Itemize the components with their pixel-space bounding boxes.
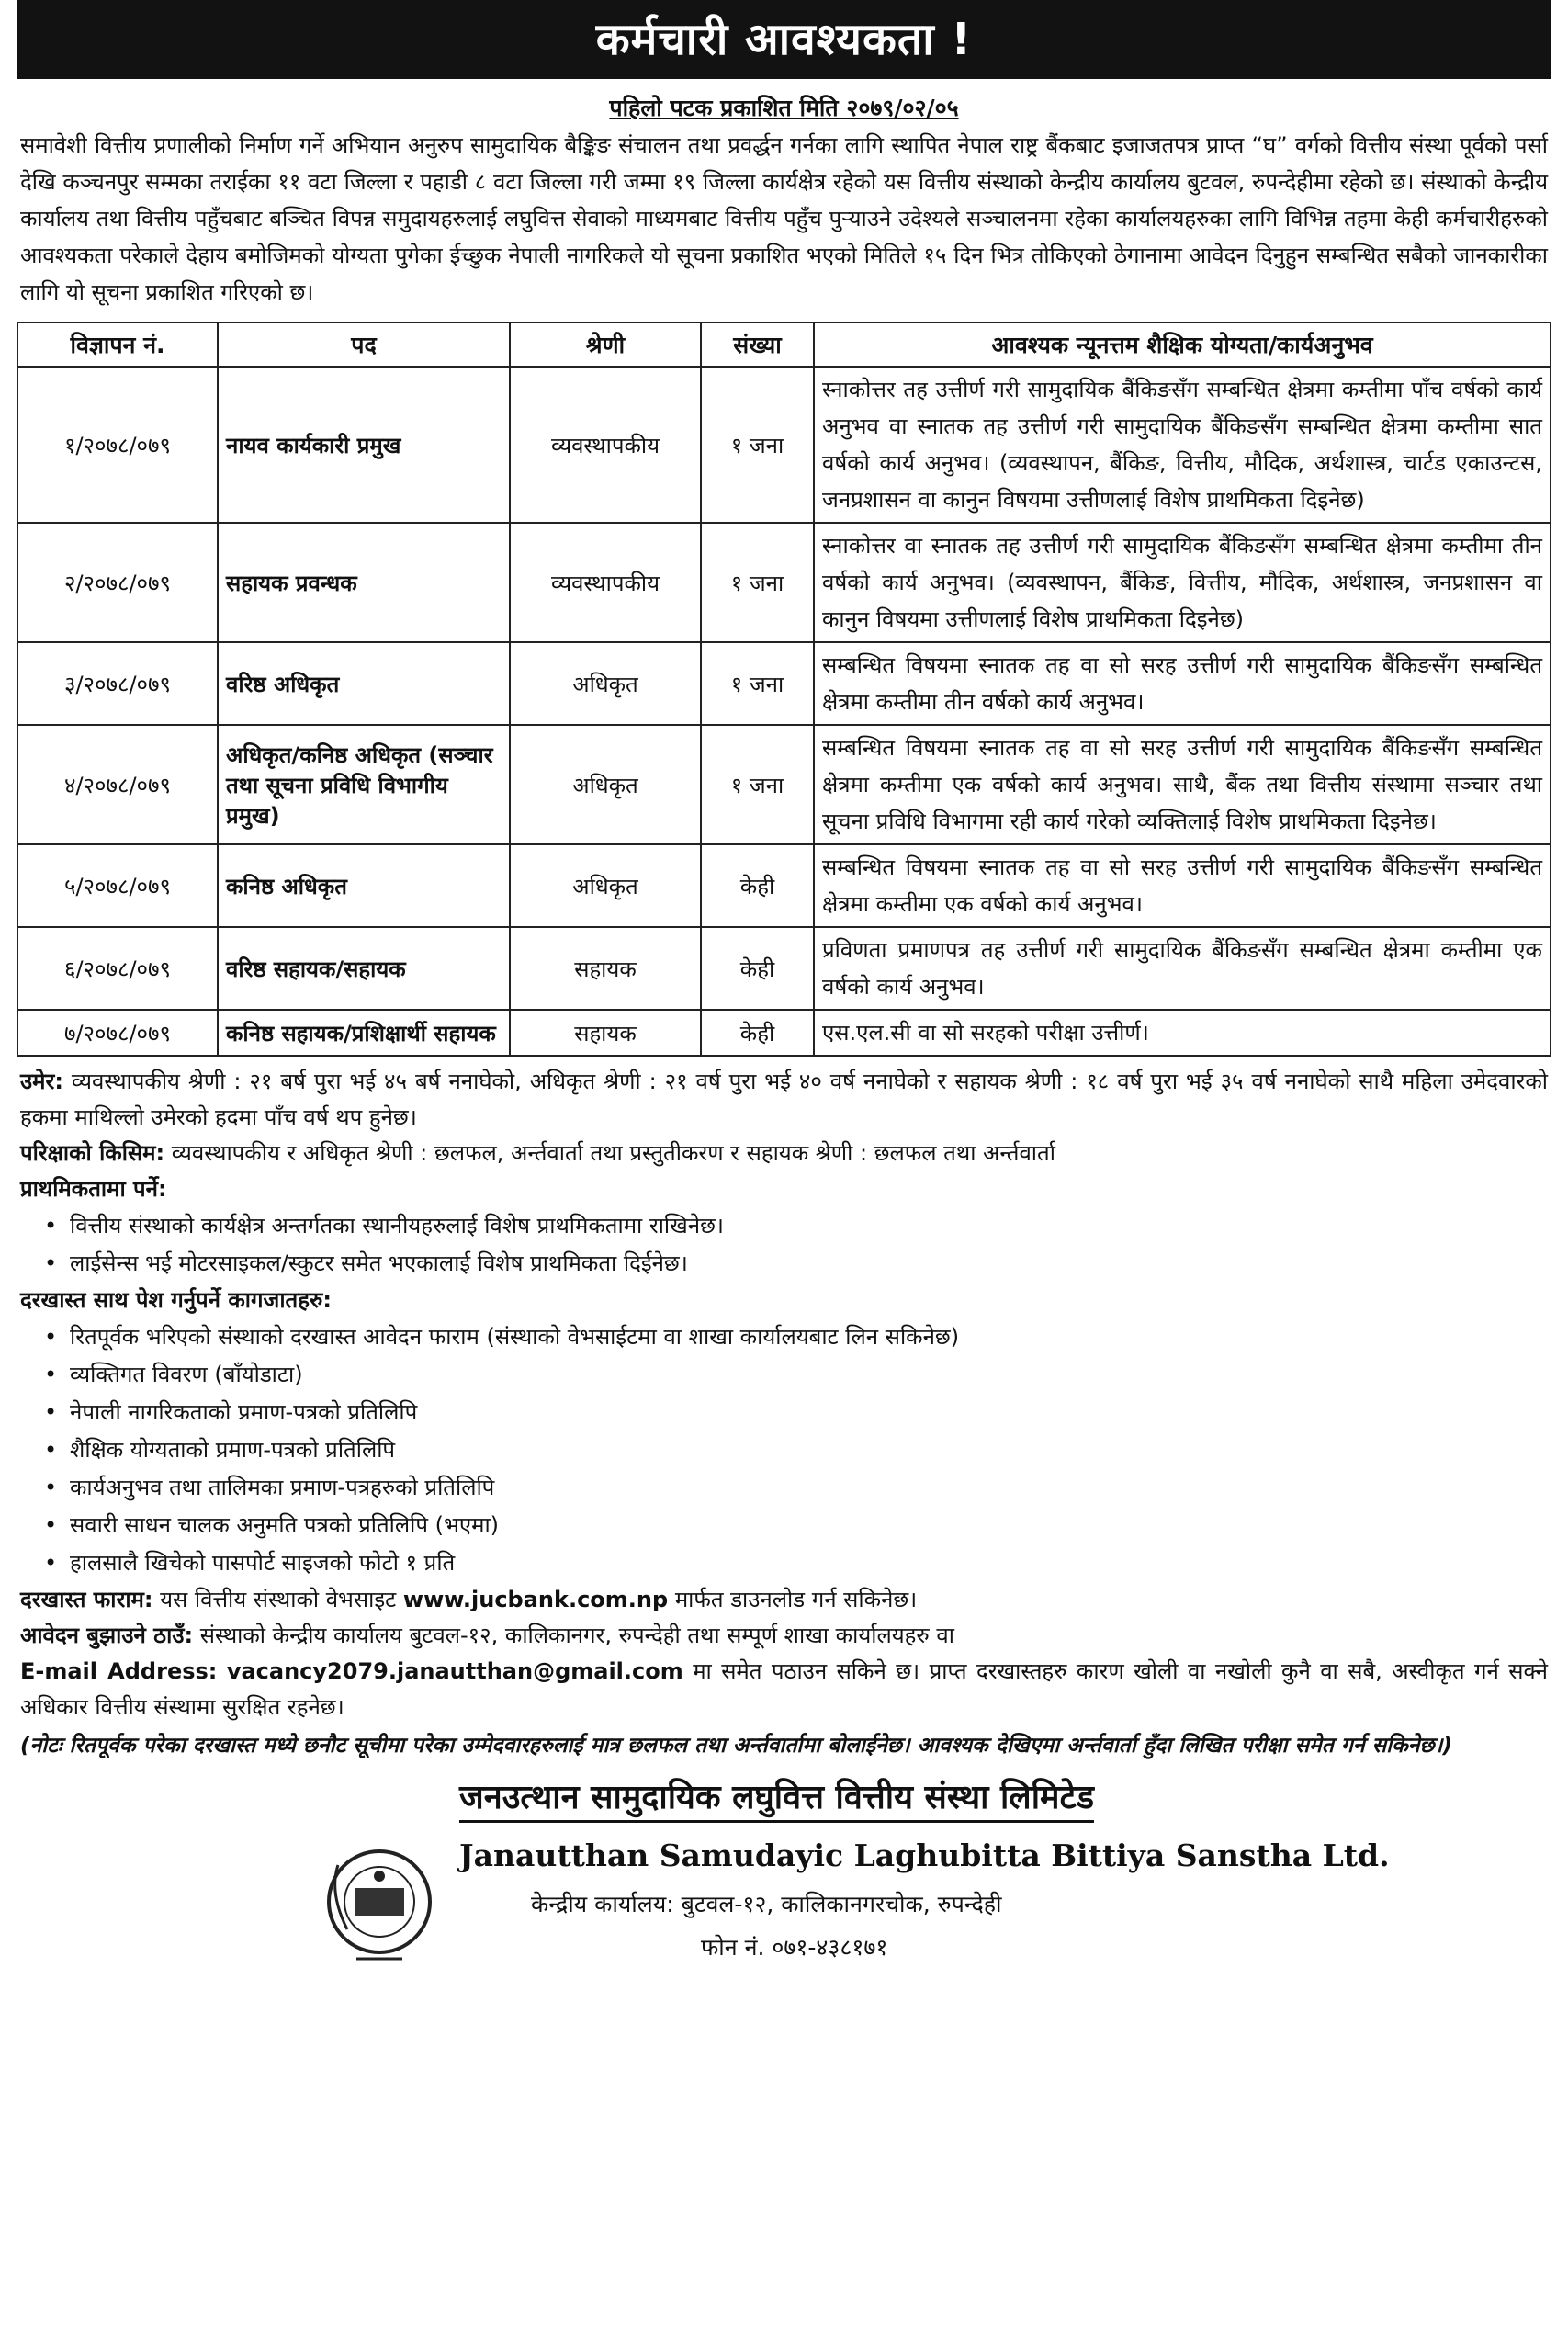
documents-label: दरखास्त साथ पेश गर्नुपर्ने कागजातहरु: [20, 1287, 332, 1313]
form-section [20, 1582, 1548, 1618]
submit-text: संस्थाको केन्द्रीय कार्यालय बुटवल-१२, कालिकानगर, रुपन्देही तथा सम्पूर्ण शाखा कार्यालयहरु वा [199, 1623, 954, 1648]
table-row [17, 1010, 1551, 1056]
org-logo [320, 1838, 439, 1975]
post: नायव कार्यकारी प्रमुख [218, 367, 510, 523]
vacancy-notice [17, 0, 1551, 2352]
header-ad-no: विज्ञापन नं. [17, 322, 218, 367]
table-row [17, 725, 1551, 844]
qualification: सम्बन्धित विषयमा स्नातक तह वा सो सरह उत्तीर्ण गरी सामुदायिक बैंकिङसँग सम्बन्धित क्षेत्रमा कम्तीमा एक वर्षको कार्य अनुभव। [814, 844, 1551, 927]
org-phone: फोन नं. ०७१-४३८१७१ [701, 1934, 888, 1961]
priority-list [17, 1207, 1551, 1283]
qualification: सम्बन्धित विषयमा स्नातक तह वा सो सरह उत्तीर्ण गरी सामुदायिक बैंकिङसँग सम्बन्धित क्षेत्रमा कम्तीमा तीन वर्षको कार्य अनुभव। [814, 642, 1551, 725]
category: अधिकृत [510, 725, 701, 844]
org-address: केन्द्रीय कार्यालय: बुटवल-१२, कालिकानगरचोक, रुपन्देही [531, 1891, 1002, 1917]
header-category: श्रेणी [510, 322, 701, 367]
note: (नोटः रितपूर्वक परेका दरखास्त मध्ये छनौट सूचीमा परेका उम्मेदवारहरुलाई मात्र छलफल तथा अर्न्तवार्तामा बोलाईनेछ। आवश्यक देखिएमा अर्न्तवार्ता हुँदा लिखित परीक्षा समेत गर्न सकिनेछ।) [20, 1734, 1452, 1758]
age-section [20, 1064, 1548, 1136]
qualification: स्नाकोत्तर वा स्नातक तह उत्तीर्ण गरी सामुदायिक बैंकिङसँग सम्बन्धित क्षेत्रमा कम्तीमा तीन वर्षको कार्य अनुभव। (व्यवस्थापन, बैंकिङ, वित्तीय, मौदिक, अर्थशास्त्र, जनप्रशासन वा कानुन विषयमा उत्तीणलाई विशेष प्राथमिकता दिइनेछ) [814, 523, 1551, 642]
category: व्यवस्थापकीय [510, 367, 701, 523]
list-item: • सवारी साधन चालक अनुमति पत्रको प्रतिलिपि (भएमा) [70, 1507, 1551, 1544]
list-item: • रितपूर्वक भरिएको संस्थाको दरखास्त आवेदन फाराम (संस्थाको वेभसाईटमा वा शाखा कार्यालयबाट लिन सकिनेछ) [70, 1318, 1551, 1356]
intro-paragraph: समावेशी वित्तीय प्रणालीको निर्माण गर्ने अभियान अनुरुप सामुदायिक बैङ्किङ संचालन तथा प्रवर्द्धन गर्नका लागि स्थापित नेपाल राष्ट्र बैंकबाट इजाजतपत्र प्राप्त “घ” वर्गको वित्तीय संस्था पूर्वको पर्सा देखि कञ्चनपुर सम्मका तराईका ११ वटा जिल्ला र पहाडी ८ वटा जिल्ला गरी जम्मा १९ जिल्ला कार्यक्षेत्र रहेको यस वित्तीय संस्थाको केन्द्रीय कार्यालय बुटवल, रुपन्देहीमा रहेको छ। संस्थाको केन्द्रीय कार्यालय तथा वित्तीय पहुँचबाट बञ्चित विपन्न समुदायहरुलाई लघुवित्त सेवाको माध्यमबाट वित्तीय पहुँच पुऱ्याउने उदेश्यले सञ्चालनमा रहेका कार्यालयहरुका लागि विभिन्न तहमा केही कर्मचारीहरुको आवश्यकता परेकाले देहाय बमोजिमको योग्यता पुगेका ईच्छुक नेपाली नागरिकले यो सूचना प्रकाशित भएको मितिले १५ दिन भित्र तोकिएको ठेगानामा आवेदन दिनुहुन सम्बन्धित सबैको जानकारीका लागि यो सूचना प्रकाशित गरिएको छ। [20, 132, 1548, 305]
list-item: • कार्यअनुभव तथा तालिमका प्रमाण-पत्रहरुको प्रतिलिपि [70, 1469, 1551, 1507]
exam-section [20, 1136, 1548, 1171]
submit-label: आवेदन बुझाउने ठाउँ: [20, 1623, 194, 1648]
list-item: • हालसालै खिचेको पासपोर्ट साइजको फोटो १ प्रति [70, 1544, 1551, 1582]
count: केही [701, 927, 814, 1010]
category: व्यवस्थापकीय [510, 523, 701, 642]
post: वरिष्ठ अधिकृत [218, 642, 510, 725]
header-post: पद [218, 322, 510, 367]
ad-no: ४/२०७८/०७९ [17, 725, 218, 844]
category: सहायक [510, 1010, 701, 1056]
count: १ जना [701, 367, 814, 523]
list-item: • वित्तीय संस्थाको कार्यक्षेत्र अन्तर्गतका स्थानीयहरुलाई विशेष प्राथमिकतामा राखिनेछ। [70, 1207, 1551, 1245]
ad-no: ३/२०७८/०७९ [17, 642, 218, 725]
count: केही [701, 1010, 814, 1056]
count: केही [701, 844, 814, 927]
banner-title: कर्मचारी आवश्यकता ! [17, 0, 1551, 79]
submit-section [20, 1618, 1548, 1654]
table-row [17, 523, 1551, 642]
table-row [17, 844, 1551, 927]
table-row [17, 642, 1551, 725]
email-link[interactable]: vacancy2079.janautthan@gmail.com [226, 1658, 683, 1684]
post: कनिष्ठ सहायक/प्रशिक्षार्थी सहायक [218, 1010, 510, 1056]
count: १ जना [701, 523, 814, 642]
documents-list [17, 1318, 1551, 1582]
publish-date: पहिलो पटक प्रकाशित मिति २०७९/०२/०५ [609, 95, 959, 121]
category: अधिकृत [510, 844, 701, 927]
email-text: मा समेत पठाउन सकिने छ। प्राप्त दरखास्तहरु कारण खोली वा नखोली कुनै वा सबै, अस्वीकृत गर्न सक्ने अधिकार वित्तीय संस्थामा सुरक्षित रहनेछ। [20, 1658, 1548, 1720]
post: सहायक प्रवन्धक [218, 523, 510, 642]
ad-no: २/२०७८/०७९ [17, 523, 218, 642]
table-row [17, 927, 1551, 1010]
form-label: दरखास्त फाराम: [20, 1587, 153, 1612]
post: कनिष्ठ अधिकृत [218, 844, 510, 927]
post: वरिष्ठ सहायक/सहायक [218, 927, 510, 1010]
list-item: • नेपाली नागरिकताको प्रमाण-पत्रको प्रतिलिपि [70, 1394, 1551, 1431]
footer [17, 1773, 1551, 1984]
age-text: व्यवस्थापकीय श्रेणी : २१ बर्ष पुरा भई ४५ बर्ष ननाघेको, अधिकृत श्रेणी : २१ वर्ष पुरा भई ४० वर्ष ननाघेको र सहायक श्रेणी : १८ वर्ष पुरा भई ३५ वर्ष ननाघेको साथै महिला उमेदवारको हकमा माथिल्लो उमेरको हदमा पाँच वर्ष थप हुनेछ। [20, 1069, 1548, 1130]
email-section [20, 1654, 1548, 1725]
header-qualification: आवश्यक न्यूनत्तम शैक्षिक योग्यता/कार्यअनुभव [814, 322, 1551, 367]
table-row [17, 367, 1551, 523]
category: अधिकृत [510, 642, 701, 725]
ad-no: ५/२०७८/०७९ [17, 844, 218, 927]
exam-label: परिक्षाको किसिम: [20, 1140, 165, 1166]
age-label: उमेर: [20, 1069, 63, 1094]
vacancy-table [17, 322, 1551, 1057]
qualification: प्रविणता प्रमाणपत्र तह उत्तीर्ण गरी सामुदायिक बैंकिङसँग सम्बन्धित क्षेत्रमा कम्तीमा एक वर्षको कार्य अनुभव। [814, 927, 1551, 1010]
email-label: E-mail Address: [20, 1658, 218, 1684]
qualification: सम्बन्धित विषयमा स्नातक तह वा सो सरह उत्तीर्ण गरी सामुदायिक बैंकिङसँग सम्बन्धित क्षेत्रमा कम्तीमा एक वर्षको कार्य अनुभव। साथै, बैंक तथा वित्तीय संस्थामा सञ्चार तथा सूचना प्रविधि विभागमा रही कार्य गरेको व्यक्तिलाई विशेष प्राथमिकता दिइनेछ। [814, 725, 1551, 844]
exam-text: व्यवस्थापकीय र अधिकृत श्रेणी : छलफल, अर्न्तवार्ता तथा प्रस्तुतीकरण र सहायक श्रेणी : छलफल तथा अर्न्तवार्ता [171, 1140, 1055, 1166]
form-text-pre: यस वित्तीय संस्थाको वेभसाइट [160, 1587, 397, 1612]
qualification: एस.एल.सी वा सो सरहको परीक्षा उत्तीर्ण। [814, 1010, 1551, 1056]
org-name-nepali: जनउत्थान सामुदायिक लघुवित्त वित्तीय संस्था लिमिटेड [459, 1773, 1094, 1823]
ad-no: ६/२०७८/०७९ [17, 927, 218, 1010]
ad-no: ७/२०७८/०७९ [17, 1010, 218, 1056]
priority-label: प्राथमिकतामा पर्ने: [20, 1176, 167, 1202]
category: सहायक [510, 927, 701, 1010]
qualification: स्नाकोत्तर तह उत्तीर्ण गरी सामुदायिक बैंकिङसँग सम्बन्धित क्षेत्रमा कम्तीमा पाँच वर्षको कार्य अनुभव वा स्नातक तह उत्तीर्ण गरी सामुदायिक बैंकिङसँग सम्बन्धित क्षेत्रमा कम्तीमा सात वर्षको कार्य अनुभव। (व्यवस्थापन, बैंकिङ, वित्तीय, मौदिक, अर्थशास्त्र, चार्टड एकाउन्टस, जनप्रशासन वा कानुन विषयमा उत्तीणलाई विशेष प्राथमिकता दिइनेछ) [814, 367, 1551, 523]
list-item: • शैक्षिक योग्यताको प्रमाण-पत्रको प्रतिलिपि [70, 1431, 1551, 1469]
website-link[interactable]: www.jucbank.com.np [402, 1587, 669, 1612]
header-count: संख्या [701, 322, 814, 367]
ad-no: १/२०७८/०७९ [17, 367, 218, 523]
list-item: • लाईसेन्स भई मोटरसाइकल/स्कुटर समेत भएकालाई विशेष प्राथमिकता दिईनेछ। [70, 1245, 1551, 1283]
table-header-row [17, 322, 1551, 367]
form-text-post: मार्फत डाउनलोड गर्न सकिनेछ। [674, 1587, 918, 1612]
count: १ जना [701, 725, 814, 844]
list-item: • व्यक्तिगत विवरण (बाँयोडाटा) [70, 1356, 1551, 1394]
count: १ जना [701, 642, 814, 725]
post: अधिकृत/कनिष्ठ अधिकृत (सञ्चार तथा सूचना प्रविधि विभागीय प्रमुख) [218, 725, 510, 844]
org-name-english: Janautthan Samudayic Laghubitta Bittiya Sanstha Ltd. [459, 1838, 1390, 1873]
